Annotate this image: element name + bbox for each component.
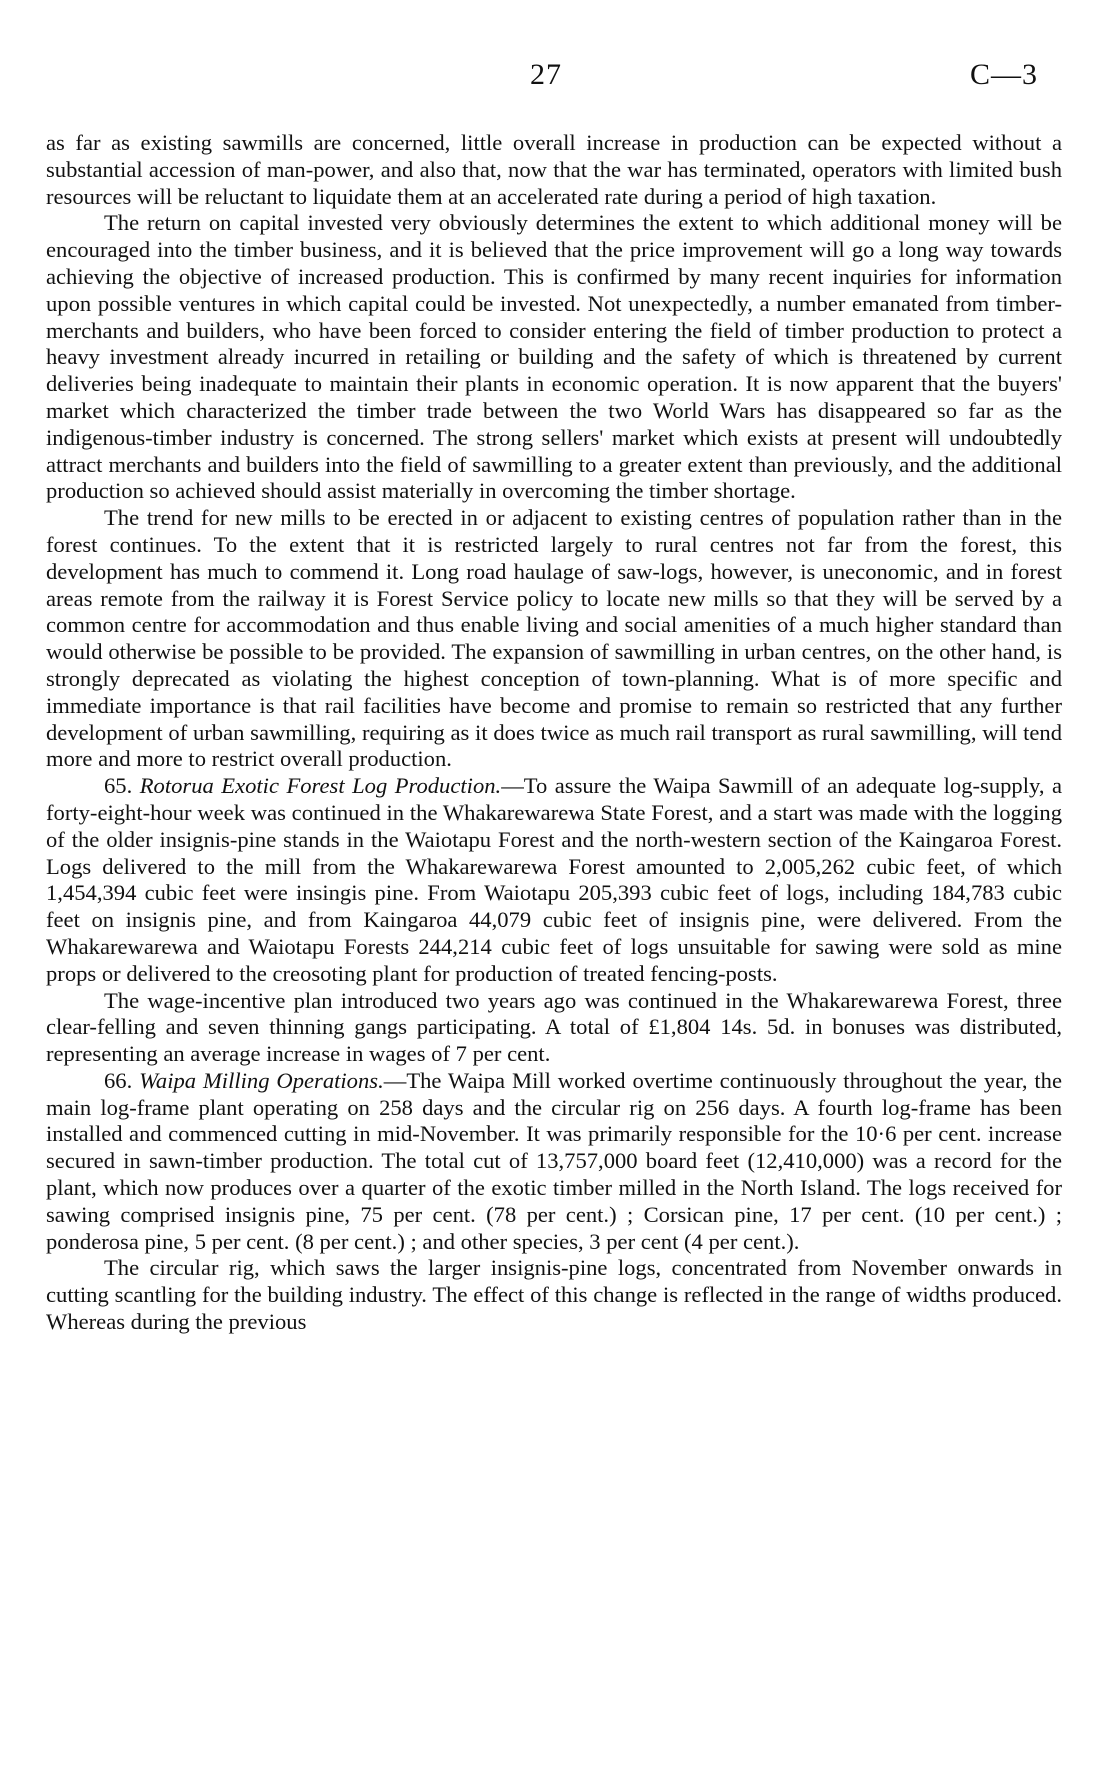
section-66-waipa-milling [46, 1068, 1062, 1256]
section-65-rotorua-log-production [46, 773, 1062, 987]
section-heading: Rotorua Exotic Forest Log Production. [139, 773, 502, 799]
page-header [0, 58, 1114, 98]
paragraph-text: The wage-incentive plan introduced two years ago was continued in the Whakarewarewa Forest, three clear-felling and seven thinning gangs participating. A total of £1,804 14s. 5d. in bonuses was distributed, representing an average increase in wages of 7 per cent. [46, 987, 1062, 1067]
paragraph-text: as far as existing sawmills are concerned, little overall increase in production can be expected without a substantial accession of man-power, and also that, now that the war has terminated, operators with limited bush resources will be reluctant to liquidate them at an accelerated rate during a period of high taxation. [46, 130, 1062, 209]
section-number: 66. [104, 1067, 133, 1093]
paragraph-new-mills-trend [46, 505, 1062, 773]
page-number: 27 [530, 58, 562, 91]
paragraph-continued [46, 130, 1062, 210]
section-number: 65. [104, 773, 133, 799]
body-text [46, 130, 1062, 1336]
paragraph-circular-rig [46, 1255, 1062, 1335]
paragraph-text: The circular rig, which saws the larger insignis-pine logs, concentrated from November onwards in cutting scantling for the building industry. The effect of this change is reflected in the range of widths produced. Whereas during the previous [46, 1255, 1062, 1335]
paragraph-wage-incentive [46, 988, 1062, 1068]
section-heading: Waipa Milling Operations. [139, 1067, 384, 1093]
paragraph-text: The trend for new mills to be erected in or adjacent to existing centres of population rather than in the forest continues. To the extent that it is restricted largely to rural centres not far from the forest, this development has much to commend it. Long road haulage of saw-logs, however, is uneconomic, and in forest areas remote from the railway it is Forest Service policy to locate new mills so that they will be served by a common centre for accommodation and thus enable living and social amenities of a much higher standard than would otherwise be possible to be provided. The expansion of sawmilling in urban centres, on the other hand, is strongly deprecated as violating the highest conception of town-planning. What is of more specific and immediate importance is that rail facilities have become and promise to remain so restricted that any further development of urban sawmilling, requiring as it does twice as much rail transport as rural sawmilling, will tend more and more to restrict overall production. [46, 505, 1062, 772]
paragraph-capital-investment [46, 210, 1062, 505]
paragraph-text: The return on capital invested very obviously determines the extent to which additional money will be encouraged into the timber business, and it is believed that the price improvement will go a long way towards achieving the objective of increased production. This is confirmed by many recent inquiries for information upon possible ventures in which capital could be invested. Not unexpectedly, a number emanated from timber-merchants and builders, who have been forced to consider entering the field of timber production to protect a heavy investment already incurred in retailing or building and the safety of which is threatened by current deliveries being inadequate to maintain their plants in economic operation. It is now apparent that the buyers' market which characterized the timber trade between the two World Wars has disappeared so far as the indigenous-timber industry is concerned. The strong sellers' market which exists at present will undoubtedly attract merchants and builders into the field of sawmilling to a greater extent than previously, and the additional production so achieved should assist materially in overcoming the timber shortage. [46, 210, 1062, 504]
paragraph-text: —The Waipa Mill worked overtime continuously throughout the year, the main log-frame plant operating on 258 days and the circular rig on 256 days. A fourth log-frame has been installed and commenced cutting in mid-November. It was primarily responsible for the 10·6 per cent. increase secured in sawn-timber production. The total cut of 13,757,000 board feet (12,410,000) was a record for the plant, which now produces over a quarter of the exotic timber milled in the North Island. The logs received for sawing comprised insignis pine, 75 per cent. (78 per cent.) ; Corsican pine, 17 per cent. (10 per cent.) ; ponderosa pine, 5 per cent. (8 per cent.) ; and other species, 3 per cent (4 per cent.). [46, 1067, 1062, 1254]
paragraph-text: —To assure the Waipa Sawmill of an adequate log-supply, a forty-eight-hour week was continued in the Whakarewarewa State Forest, and a start was made with the logging of the older insignis-pine stands in the Waiotapu Forest and the north-western section of the Kaingaroa Forest. Logs delivered to the mill from the Whakarewarewa Forest amounted to 2,005,262 cubic feet, of which 1,454,394 cubic feet were insingis pine. From Waiotapu 205,393 cubic feet of logs, including 184,783 cubic feet on insignis pine, and from Kaingaroa 44,079 cubic feet of insignis pine, were delivered. From the Whakarewarewa and Waiotapu Forests 244,214 cubic feet of logs unsuitable for sawing were sold as mine props or delivered to the creosoting plant for production of treated fencing-posts. [46, 773, 1062, 986]
paper-reference: C—3 [970, 58, 1039, 91]
